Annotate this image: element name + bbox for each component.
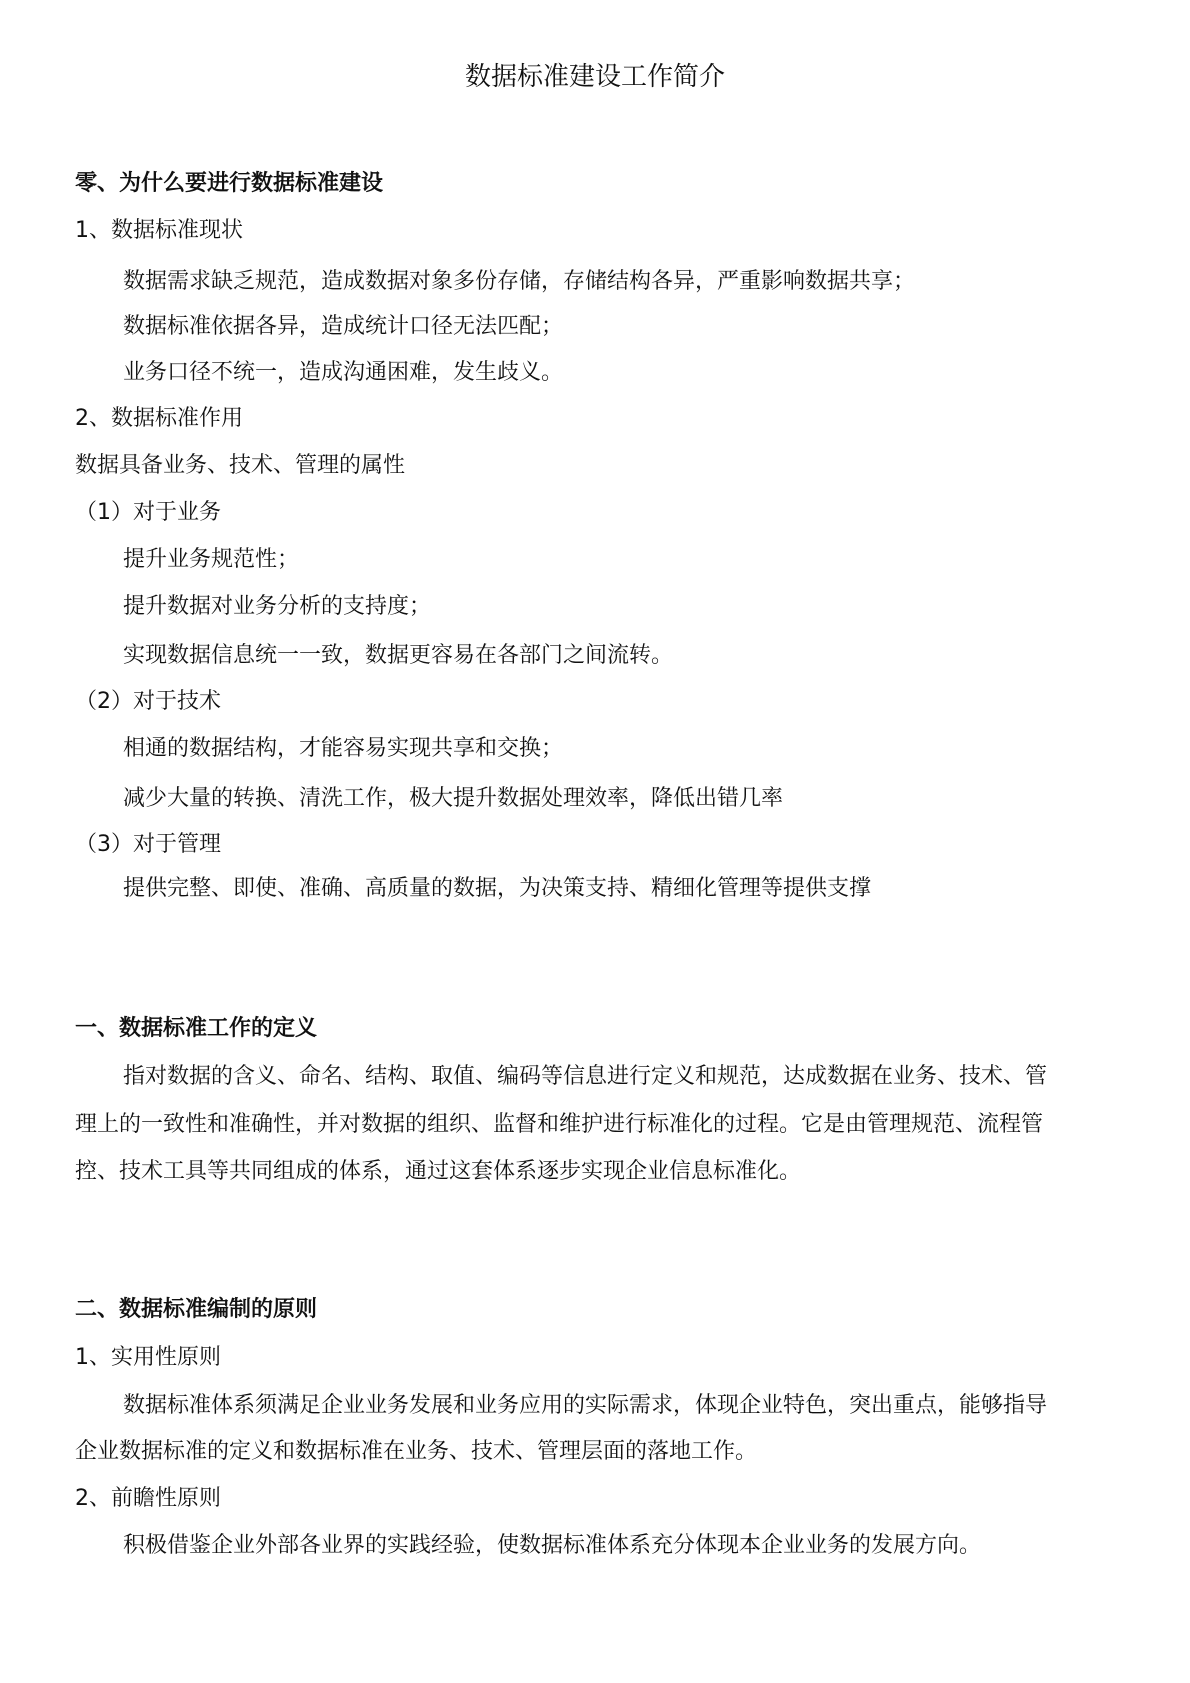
role-mgmt-line: 提供完整、即使、准确、高质量的数据，为决策支持、精细化管理等提供支撑 bbox=[123, 876, 872, 901]
role-business-line: 提升数据对业务分析的支持度； bbox=[123, 594, 432, 619]
principle-foresight-line: 积极借鉴企业外部各业界的实践经验，使数据标准体系充分体现本企业业务的发展方向。 bbox=[123, 1533, 982, 1558]
role-tech-label: （2）对于技术 bbox=[75, 689, 221, 714]
principle-practicality-line: 企业数据标准的定义和数据标准在业务、技术、管理层面的落地工作。 bbox=[75, 1439, 758, 1464]
role-business-label: （1）对于业务 bbox=[75, 500, 221, 525]
status-line: 业务口径不统一，造成沟通困难，发生歧义。 bbox=[123, 360, 564, 385]
definition-paragraph-line: 控、技术工具等共同组成的体系，通过这套体系逐步实现企业信息标准化。 bbox=[75, 1159, 802, 1184]
role-business-line: 实现数据信息统一一致，数据更容易在各部门之间流转。 bbox=[123, 643, 674, 668]
principle-foresight-heading: 2、前瞻性原则 bbox=[75, 1486, 221, 1511]
subsection-current-status-heading: 1、数据标准现状 bbox=[75, 218, 243, 243]
role-business-line: 提升业务规范性； bbox=[123, 547, 300, 572]
principle-practicality-heading: 1、实用性原则 bbox=[75, 1345, 221, 1370]
section-0-heading: 零、为什么要进行数据标准建设 bbox=[75, 171, 384, 196]
document-title: 数据标准建设工作简介 bbox=[464, 62, 725, 92]
role-intro: 数据具备业务、技术、管理的属性 bbox=[75, 453, 406, 478]
subsection-role-heading: 2、数据标准作用 bbox=[75, 406, 243, 431]
role-mgmt-label: （3）对于管理 bbox=[75, 832, 221, 857]
status-line: 数据需求缺乏规范，造成数据对象多份存储，存储结构各异，严重影响数据共享； bbox=[123, 269, 916, 294]
role-tech-line: 减少大量的转换、清洗工作，极大提升数据处理效率，降低出错几率 bbox=[123, 786, 784, 811]
section-2-heading: 二、数据标准编制的原则 bbox=[75, 1297, 318, 1322]
role-tech-line: 相通的数据结构，才能容易实现共享和交换； bbox=[123, 736, 564, 761]
status-line: 数据标准依据各异，造成统计口径无法匹配； bbox=[123, 314, 564, 339]
principle-practicality-line: 数据标准体系须满足企业业务发展和业务应用的实际需求，体现企业特色，突出重点，能够指导 bbox=[123, 1393, 1048, 1418]
definition-paragraph-line: 理上的一致性和准确性，并对数据的组织、监督和维护进行标准化的过程。它是由管理规范、流程管 bbox=[75, 1112, 1044, 1137]
section-1-heading: 一、数据标准工作的定义 bbox=[75, 1016, 318, 1041]
definition-paragraph-line: 指对数据的含义、命名、结构、取值、编码等信息进行定义和规范，达成数据在业务、技术、管 bbox=[123, 1064, 1048, 1089]
